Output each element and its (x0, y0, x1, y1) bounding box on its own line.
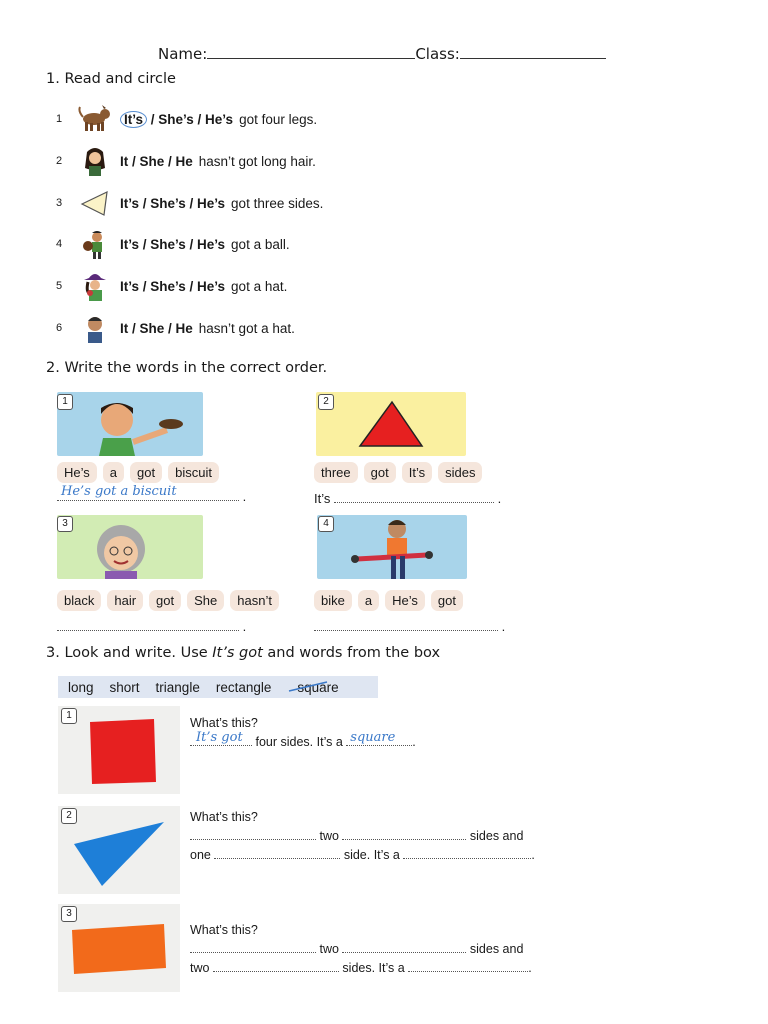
item-number: 5 (56, 280, 63, 292)
read-circle-item (56, 104, 317, 134)
title-part: and words from the box (262, 645, 441, 661)
word-box-item: short (109, 679, 140, 695)
dog-icon (76, 104, 114, 134)
sides-and: sides and (469, 942, 524, 956)
line-start: two (190, 961, 210, 975)
choice-options[interactable]: It / She / He (120, 153, 193, 169)
choice-options[interactable]: It’s / She’s / He’s (120, 112, 233, 127)
choice-options[interactable]: It’s / She’s / He’s (120, 236, 226, 252)
item-number: 6 (56, 322, 63, 334)
name-label: Name: (158, 45, 208, 63)
handwritten-answer: It’s got (196, 730, 243, 745)
biscuit-boy-picture (57, 392, 203, 456)
word-two: two (319, 942, 339, 956)
answer-line[interactable]: He’s got a biscuit . (57, 488, 246, 504)
answer-line-1[interactable] (190, 940, 532, 959)
word-box-item: rectangle (215, 679, 272, 695)
word-box-item: long (68, 679, 94, 695)
q3-text (190, 714, 416, 752)
question: What’s this? (190, 923, 258, 937)
title-part: 3. Look and write. Use (46, 645, 213, 661)
box-number: 2 (318, 394, 334, 410)
answer-line[interactable]: . (57, 618, 246, 634)
section2-title: 2. Write the words in the correct order. (46, 360, 328, 376)
read-circle-item (56, 313, 295, 343)
sentence-rest: got three sides. (231, 195, 324, 211)
item-number: 4 (56, 238, 63, 250)
girl-icon (76, 146, 114, 176)
title-italic: It’s got (212, 645, 263, 661)
word-box-item-crossed: square (287, 680, 344, 695)
answer-line[interactable]: It’s got four sides. It’s a square . (190, 733, 416, 752)
name-blank[interactable] (207, 44, 415, 59)
choice-options[interactable]: It’s / She’s / He’s (120, 278, 226, 294)
word-box (58, 676, 378, 698)
word-chip: three (314, 462, 358, 483)
sentence-rest: got a ball. (231, 236, 290, 252)
boy-on-bike-picture (317, 515, 467, 579)
word-chips (57, 462, 225, 483)
triangle-icon (76, 188, 114, 218)
class-label: Class: (415, 45, 460, 63)
word-chips (57, 590, 285, 611)
box-number: 1 (61, 708, 77, 724)
word-chip: He’s (385, 590, 425, 611)
choice-options[interactable]: It’s / She’s / He’s (120, 195, 226, 211)
box-number: 3 (61, 906, 77, 922)
word-chip: black (57, 590, 101, 611)
handwritten-answer: He’s got a biscuit (61, 484, 177, 499)
sentence-rest: got four legs. (239, 111, 318, 127)
read-circle-item (56, 188, 323, 218)
word-chips (314, 590, 469, 611)
word-chips (314, 462, 488, 483)
question: What’s this? (190, 716, 258, 730)
section3-title (46, 645, 440, 661)
box-number: 4 (318, 516, 334, 532)
question: What’s this? (190, 810, 258, 824)
word-box-item: triangle (155, 679, 200, 695)
line-middle: side. It’s a (343, 848, 400, 862)
read-circle-item (56, 271, 287, 301)
word-chip: She (187, 590, 224, 611)
word-chip: It’s (402, 462, 432, 483)
answer-line[interactable]: . (314, 618, 505, 634)
word-two: two (319, 829, 339, 843)
sentence-rest: hasn’t got long hair. (198, 153, 316, 169)
word-chip: got (130, 462, 162, 483)
q3-text (190, 921, 532, 978)
box-number: 3 (57, 516, 73, 532)
word-chip: bike (314, 590, 352, 611)
q3-text (190, 808, 535, 865)
word-chip: got (364, 462, 396, 483)
read-circle-item (56, 146, 316, 176)
sides-and: sides and (469, 829, 524, 843)
answer-prefix: It’s (314, 491, 331, 506)
sentence-rest: hasn’t got a hat. (198, 320, 295, 336)
answer-line[interactable]: It’s . (314, 491, 502, 506)
boy-with-ball-icon (76, 229, 114, 259)
read-circle-item (56, 229, 290, 259)
box-number: 1 (57, 394, 73, 410)
word-chip: biscuit (168, 462, 219, 483)
box-number: 2 (61, 808, 77, 824)
answer-line-1[interactable] (190, 827, 535, 846)
word-chip: sides (438, 462, 482, 483)
class-blank[interactable] (460, 44, 606, 59)
section1-title: 1. Read and circle (46, 71, 176, 87)
word-chip: He’s (57, 462, 97, 483)
girl-with-hat-icon (76, 271, 114, 301)
word-chip: hasn’t (230, 590, 279, 611)
word-chip: hair (107, 590, 143, 611)
worksheet-header (158, 44, 606, 63)
word-chip: got (431, 590, 463, 611)
item-number: 3 (56, 197, 63, 209)
line-middle: sides. It’s a (342, 961, 405, 975)
answer-line-2[interactable]: two sides. It’s a . (190, 961, 532, 975)
word-chip: got (149, 590, 181, 611)
word-chip: a (358, 590, 379, 611)
answer-line-2[interactable]: one side. It’s a . (190, 848, 535, 862)
grandmother-picture (57, 515, 203, 579)
sentence-rest: got a hat. (231, 278, 288, 294)
boy-icon (76, 313, 114, 343)
item-number: 2 (56, 155, 63, 167)
sentence-middle: four sides. It’s a (255, 735, 343, 749)
choice-options[interactable]: It / She / He (120, 320, 193, 336)
word-chip: a (103, 462, 124, 483)
item-number: 1 (56, 113, 63, 125)
line-start: one (190, 848, 211, 862)
handwritten-answer: square (350, 730, 396, 745)
circled-answer: It’s (120, 111, 147, 128)
triangle-picture (316, 392, 466, 456)
